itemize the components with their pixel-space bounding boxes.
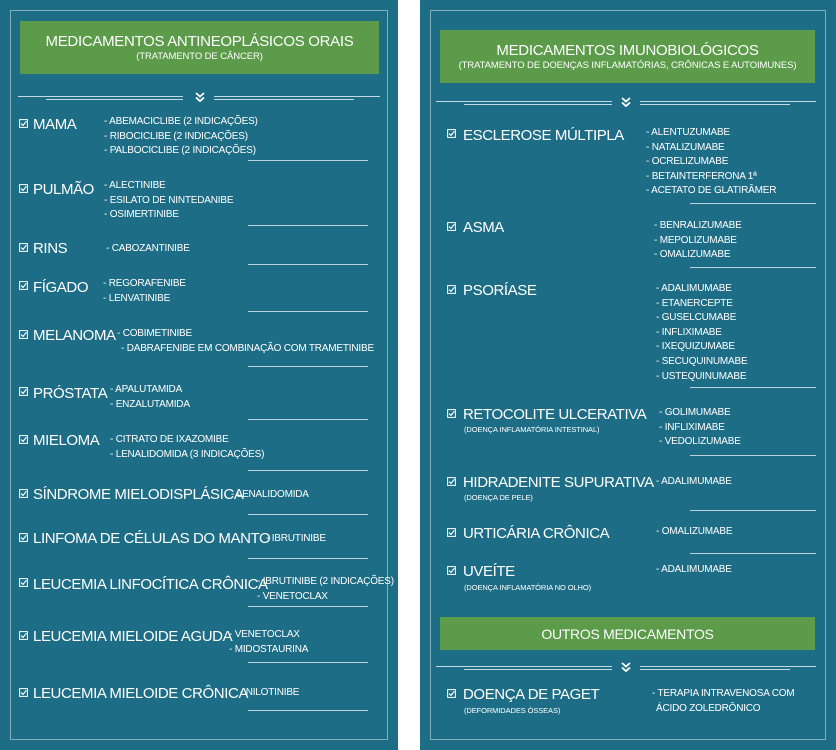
left-item-name: FÍGADO [33, 279, 89, 296]
separator [248, 514, 368, 515]
double-chevron-down-icon [620, 96, 632, 108]
separator [248, 225, 368, 226]
checkbox-icon [447, 129, 456, 138]
left-item-prostata [19, 384, 379, 416]
right-item-drugs: - ADALIMUMABE - ETANERCEPTE - GUSELCUMABE - INFLIXIMABE - IXEQUIZUMABE - SECUQUINUMABE - USTEQUINUMABE [656, 283, 748, 382]
left-item-name: LEUCEMIA MIELOIDE AGUDA [33, 628, 233, 645]
left-item-lma [19, 628, 379, 660]
checkbox-icon [19, 578, 28, 587]
separator [690, 387, 816, 388]
checkbox-icon [447, 566, 456, 575]
left-item-name: LEUCEMIA LINFOCÍTICA CRÔNICA [33, 576, 268, 593]
right-divider [436, 96, 816, 110]
right-item-sub: (DOENÇA DE PELE) [464, 493, 533, 502]
checkbox-icon [19, 688, 28, 697]
left-item-name: PULMÃO [33, 181, 94, 198]
separator [248, 419, 368, 420]
left-item-linfoma [19, 530, 379, 550]
right-item-asma [447, 219, 817, 264]
separator [248, 662, 368, 663]
left-item-name: LEUCEMIA MIELOIDE CRÔNICA [33, 685, 249, 702]
separator [248, 160, 368, 161]
right-item-paget [447, 686, 817, 720]
right-item-name: DOENÇA DE PAGET [463, 686, 600, 703]
checkbox-icon [447, 409, 456, 418]
left-item-drugs: - VENETOCLAX - MIDOSTAURINA [229, 629, 309, 655]
checkbox-icon [19, 387, 28, 396]
checkbox-icon [19, 435, 28, 444]
separator [248, 366, 368, 367]
left-title: MEDICAMENTOS ANTINEOPLÁSICOS ORAIS [45, 32, 354, 50]
left-item-name: MELANOMA [33, 327, 116, 344]
checkbox-icon [19, 243, 28, 252]
right-item-name: RETOCOLITE ULCERATIVA [463, 406, 647, 423]
left-divider [18, 91, 380, 105]
separator [690, 553, 816, 554]
left-item-name: PRÓSTATA [33, 385, 108, 402]
checkbox-icon [19, 281, 28, 290]
right-item-name: ASMA [463, 219, 504, 236]
right-subtitle: (TRATAMENTO DE DOENÇAS INFLAMATÓRIAS, CRÔNICAS E AUTOIMUNES) [458, 59, 797, 71]
right-item-psoriase [447, 282, 817, 387]
right-item-name: HIDRADENITE SUPURATIVA [463, 474, 654, 491]
left-item-rins [19, 240, 379, 260]
left-item-lmc [19, 685, 379, 705]
left-item-name: MIELOMA [33, 432, 100, 449]
separator [690, 455, 816, 456]
others-banner [440, 617, 815, 650]
checkbox-icon [447, 689, 456, 698]
separator [248, 264, 368, 265]
left-item-drugs: - LENALIDOMIDA [231, 489, 309, 500]
checkbox-icon [19, 631, 28, 640]
checkbox-icon [19, 489, 28, 498]
left-item-mieloma [19, 432, 379, 464]
left-item-drugs: - CITRATO DE IXAZOMIBE - LENALIDOMIDA (3 INDICAÇÕES) [110, 434, 265, 460]
left-item-drugs: - IBRUTINIBE [266, 533, 326, 544]
left-item-drugs: - REGORAFENIBE - LENVATINIBE [103, 278, 186, 304]
left-item-drugs: - NILOTINIBE [240, 687, 300, 698]
left-item-drugs: - ABEMACICLIBE (2 INDICAÇÕES) - RIBOCICLIBE (2 INDICAÇÕES) - PALBOCICLIBE (2 INDICAÇÕES) [104, 116, 258, 157]
others-title: OUTROS MEDICAMENTOS [541, 625, 714, 642]
checkbox-icon [19, 184, 28, 193]
left-item-figado [19, 278, 379, 310]
separator [690, 267, 816, 268]
left-item-drugs: - IBRUTINIBE (2 INDICAÇÕES) - VENETOCLAX [257, 576, 394, 602]
right-item-uveite [447, 563, 817, 595]
left-item-drugs: - APALUTAMIDA - ENZALUTAMIDA [110, 384, 190, 410]
left-item-name: SÍNDROME MIELODISPLÁSICA [33, 486, 244, 503]
left-subtitle: (TRATAMENTO DE CÂNCER) [136, 50, 263, 62]
double-chevron-down-icon [194, 91, 206, 103]
checkbox-icon [447, 477, 456, 486]
right-item-esclerose [447, 126, 817, 201]
separator [690, 203, 816, 204]
right-item-drugs: - ADALIMUMABE [656, 476, 732, 487]
right-item-drugs: - ADALIMUMABE [656, 564, 732, 575]
left-item-name: RINS [33, 240, 68, 257]
left-item-drugs: - ALECTINIBE - ESILATO DE NINTEDANIBE - OSIMERTINIBE [104, 180, 234, 221]
separator [248, 710, 368, 711]
checkbox-icon [19, 330, 28, 339]
right-item-drugs: - BENRALIZUMABE - MEPOLIZUMABE - OMALIZUMABE [654, 220, 742, 261]
checkbox-icon [19, 119, 28, 128]
right-item-drugs: - TERAPIA INTRAVENOSA COM ÁCIDO ZOLEDRÔNICO [652, 688, 795, 714]
right-banner [440, 30, 815, 83]
right-panel [420, 0, 836, 750]
left-item-name: LINFOMA DE CÉLULAS DO MANTO [33, 530, 271, 547]
others-divider [436, 661, 816, 675]
right-item-name: URTICÁRIA CRÔNICA [463, 525, 610, 542]
separator [248, 470, 368, 471]
right-item-retocolite [447, 406, 817, 451]
checkbox-icon [447, 528, 456, 537]
left-item-sindrome [19, 486, 379, 506]
right-item-urticaria [447, 525, 817, 545]
left-item-drugs: - CABOZANTINIBE [106, 243, 190, 254]
right-item-name: UVEÍTE [463, 563, 515, 580]
left-item-name: MAMA [33, 116, 77, 133]
separator [248, 558, 368, 559]
left-panel [0, 0, 398, 750]
left-item-mama [19, 116, 379, 161]
left-banner [20, 21, 379, 74]
right-item-name: ESCLEROSE MÚLTIPLA [463, 127, 624, 144]
left-item-drugs: - COBIMETINIBE - DABRAFENIBE EM COMBINAÇÃO COM TRAMETINIBE [117, 328, 374, 354]
double-chevron-down-icon [620, 661, 632, 673]
checkbox-icon [447, 285, 456, 294]
right-item-drugs: - ALENTUZUMABE - NATALIZUMABE - OCRELIZUMABE - BETAINTERFERONA 1ª - ACETATO DE GLATIRÂMER [646, 127, 777, 197]
separator [248, 606, 368, 607]
right-item-drugs: - OMALIZUMABE [656, 526, 733, 537]
checkbox-icon [447, 222, 456, 231]
checkbox-icon [19, 533, 28, 542]
right-item-sub: (DOENÇA INFLAMATÓRIA NO OLHO) [464, 583, 591, 592]
separator [248, 311, 368, 312]
separator [690, 510, 816, 511]
left-item-llc [19, 575, 394, 607]
right-item-hidradenite [447, 474, 817, 506]
right-item-sub: (DEFORMIDADES ÓSSEAS) [464, 706, 561, 715]
right-title: MEDICAMENTOS IMUNOBIOLÓGICOS [496, 41, 759, 59]
right-item-sub: (DOENÇA INFLAMATÓRIA INTESTINAL) [464, 425, 600, 434]
left-item-pulmao [19, 181, 379, 226]
right-item-drugs: - GOLIMUMABE - INFLIXIMABE - VEDOLIZUMABE [659, 407, 741, 448]
right-item-name: PSORÍASE [463, 282, 537, 299]
left-item-melanoma [19, 327, 379, 359]
